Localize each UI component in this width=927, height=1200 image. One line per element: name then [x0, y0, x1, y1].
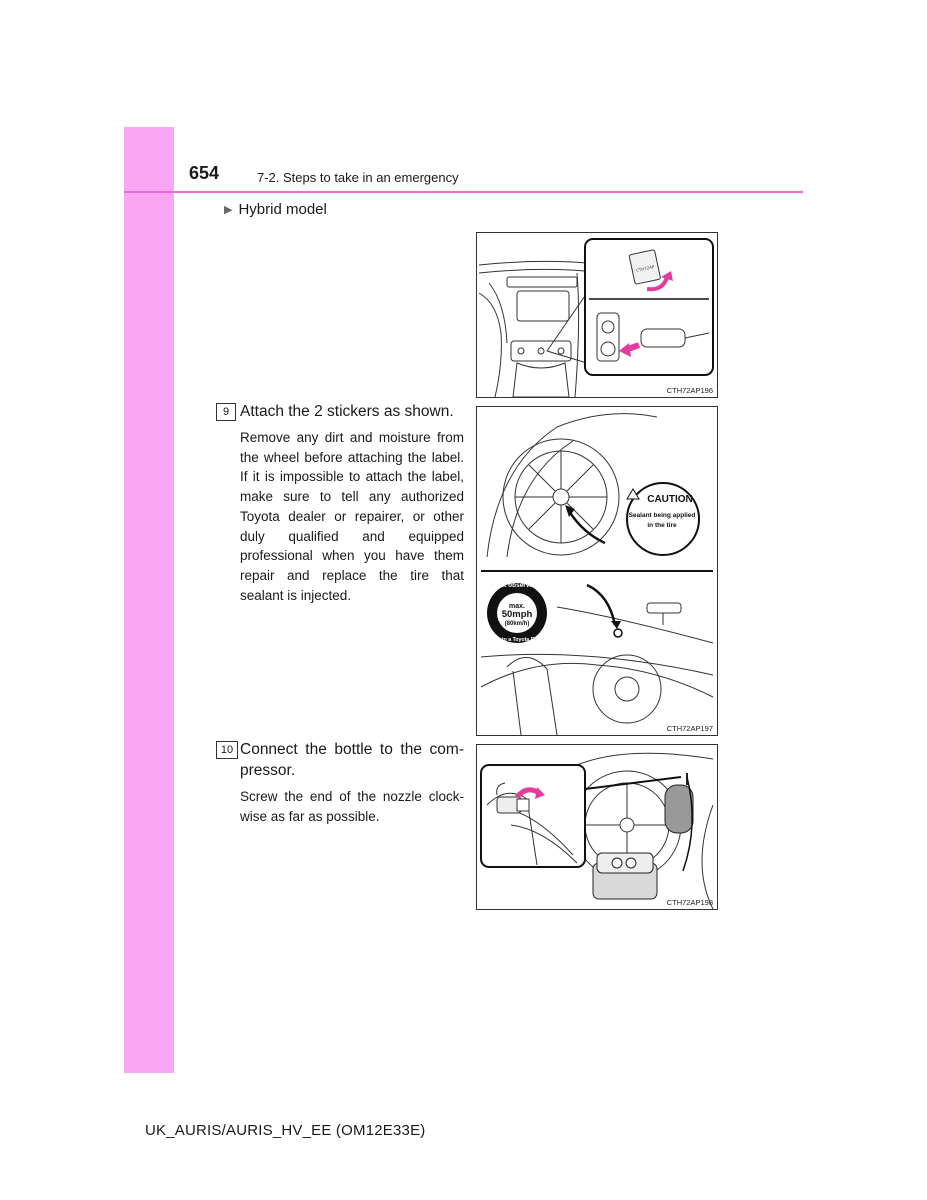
- page-number: 654: [189, 163, 220, 183]
- header-divider: [124, 191, 803, 193]
- figure-code: CTH72AP197: [666, 724, 713, 733]
- step-body: Screw the end of the nozzle clock-wise as far as possible.: [240, 789, 464, 824]
- document-footer: UK_AURIS/AURIS_HV_EE (OM12E33E): [145, 1122, 426, 1139]
- figure-bottle-compressor: [476, 744, 718, 910]
- page-edge-tab: [124, 127, 174, 1073]
- caution-line-2: in the tire: [647, 522, 677, 529]
- step-title: Attach the 2 stickers as shown.: [240, 403, 454, 420]
- step-number-badge: 10: [216, 741, 238, 759]
- wheel-and-dashboard-illustration: [477, 407, 717, 735]
- speed-sticker-arc-top: Strict observance: [489, 582, 545, 589]
- section-title: 7-2. Steps to take in an emergency: [257, 170, 459, 185]
- subheading: [224, 201, 327, 218]
- dashboard-illustration: [477, 233, 717, 397]
- triangle-bullet-icon: ▶: [224, 204, 233, 216]
- figure-dashboard-sticker: [476, 232, 718, 398]
- figure-code: CTH72AP198: [666, 898, 713, 907]
- speed-sticker-max: max.: [509, 603, 525, 610]
- sticker-label: CTH72AP: [635, 264, 655, 273]
- speed-sticker-kmh: (80km/h): [504, 621, 530, 627]
- subheading-text: Hybrid model: [238, 201, 327, 218]
- speed-sticker-mph: 50mph: [501, 609, 533, 620]
- figure-code: CTH72AP196: [666, 386, 713, 395]
- figure-sticker-locations: [476, 406, 718, 736]
- caution-title: CAUTION: [647, 494, 693, 505]
- caution-line-1: Sealant being applied: [628, 512, 696, 519]
- step-title: Connect the bottle to the com-pressor.: [240, 741, 464, 779]
- step-number-badge: 9: [216, 403, 236, 421]
- bottle-compressor-illustration: [477, 745, 717, 909]
- step-body: Remove any dirt and moisture from the wheel before attaching the label. If it is impossible to attach the label, make sure to tell any authorized Toyota dealer or repairer, or other duly qualified and equipped professional when you have them repair and replace the tire that sealant is injected.: [240, 430, 464, 603]
- speed-sticker-arc-bottom: Drive to a Toyota Dealer: [487, 637, 547, 643]
